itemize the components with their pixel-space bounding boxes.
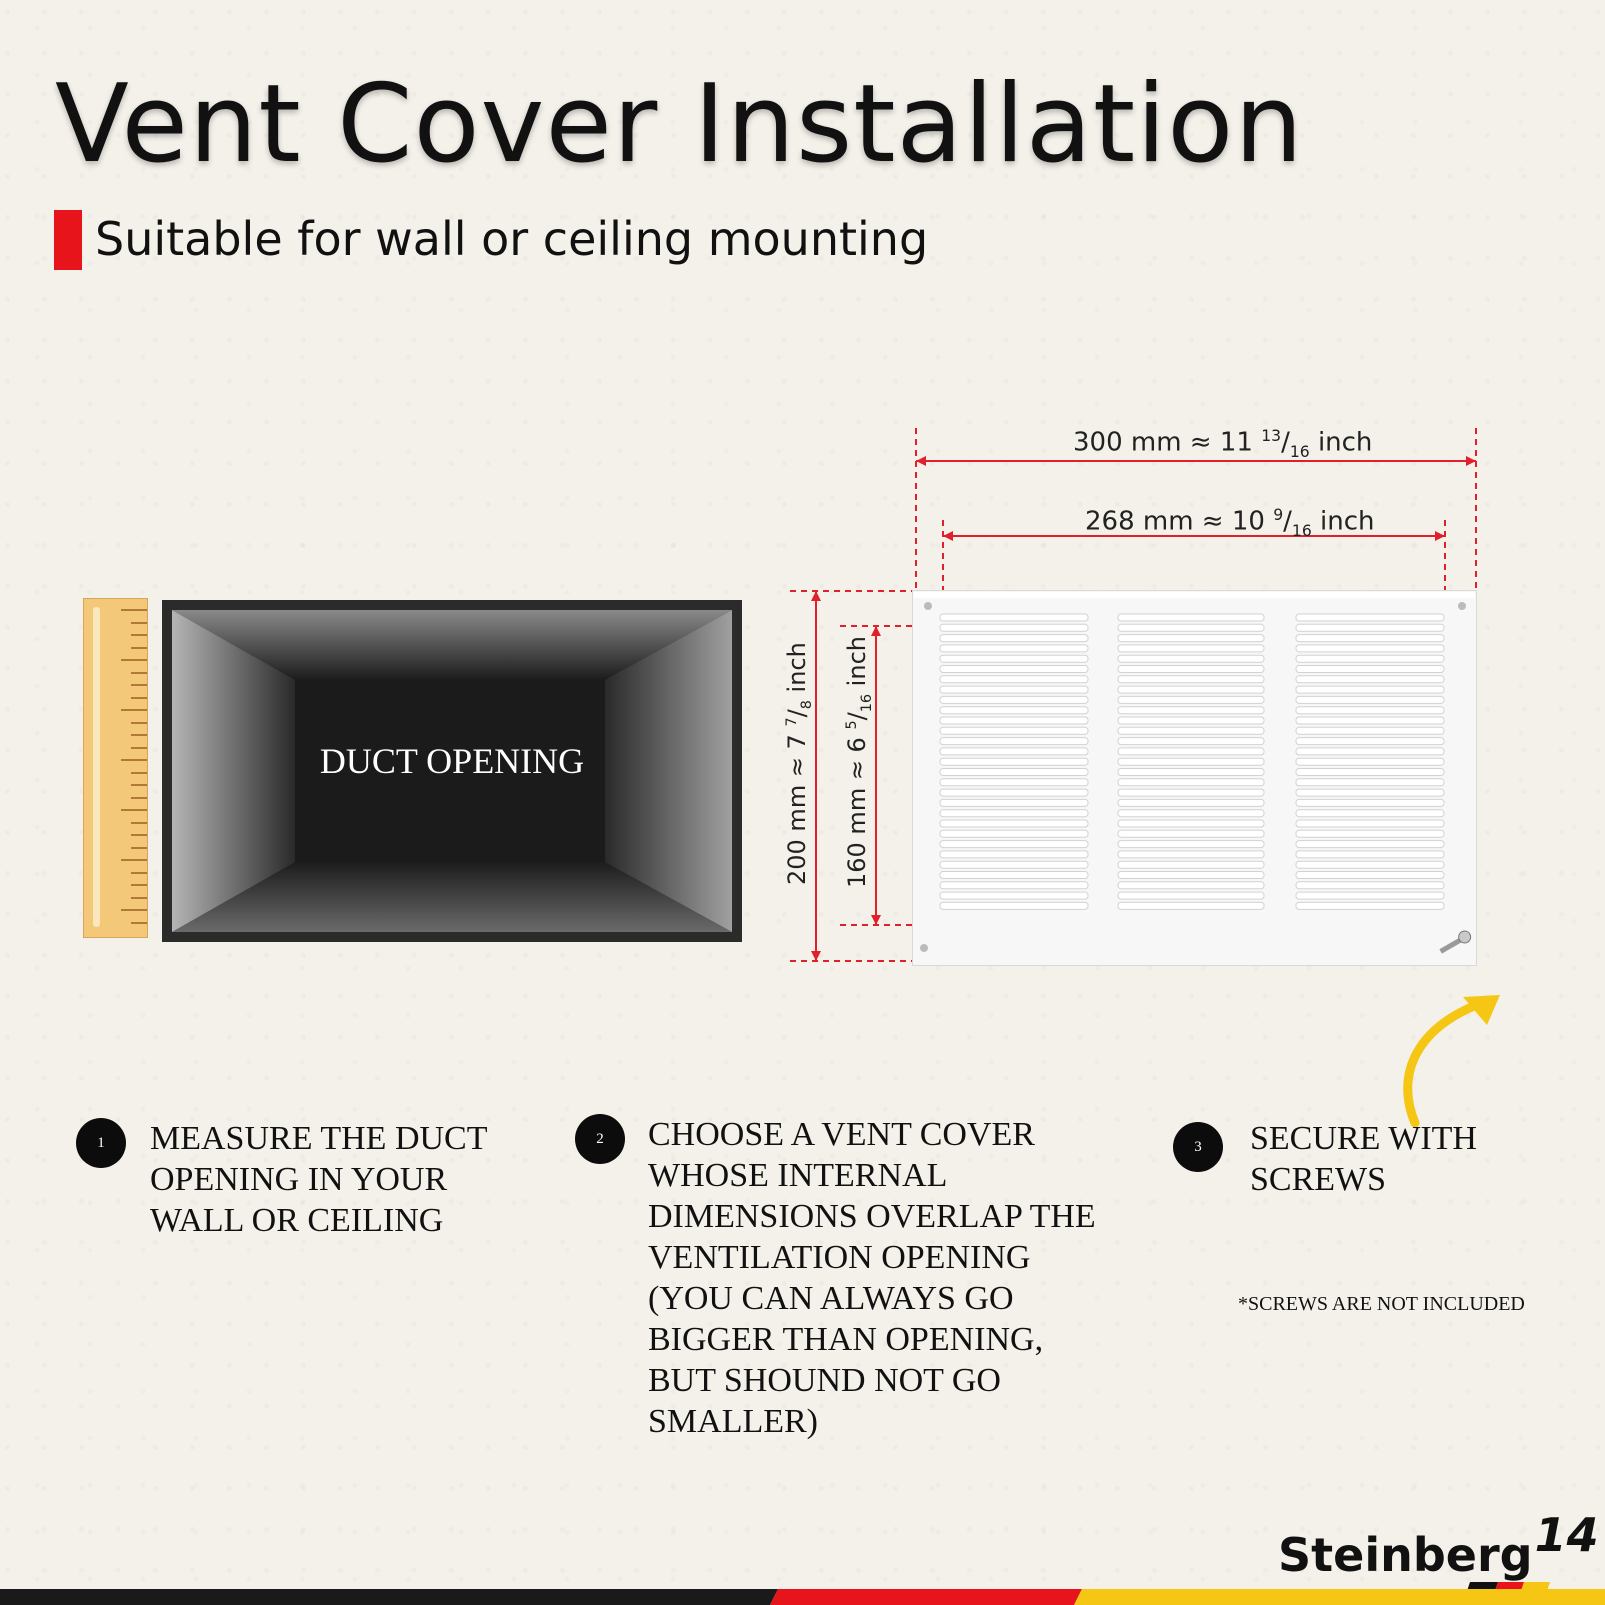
louver-slat bbox=[1296, 614, 1444, 621]
louver-slat bbox=[1118, 830, 1264, 837]
ruler-tick bbox=[131, 697, 147, 699]
louver-slat bbox=[1118, 707, 1264, 714]
louver-slat bbox=[1296, 789, 1444, 796]
louver-slat bbox=[1118, 872, 1264, 879]
louver-slat bbox=[940, 820, 1088, 827]
louver-slat bbox=[1296, 820, 1444, 827]
page-subtitle: Suitable for wall or ceiling mounting bbox=[95, 212, 929, 266]
ruler-tick bbox=[121, 809, 147, 811]
louver-slat bbox=[1296, 727, 1444, 734]
ruler-tick bbox=[121, 709, 147, 711]
louver-slat bbox=[1296, 882, 1444, 889]
outer-width-label: 300 mm ≈ 11 $^{13}/_{16}$ inch bbox=[1073, 427, 1373, 461]
ruler-tick bbox=[131, 672, 147, 674]
louver-slat bbox=[940, 769, 1088, 776]
louver-slat bbox=[1118, 861, 1264, 868]
step-number-2: 2 bbox=[575, 1114, 625, 1164]
ruler-tick bbox=[131, 884, 147, 886]
louver-slat bbox=[940, 851, 1088, 858]
louver-slat bbox=[1118, 686, 1264, 693]
ruler-tick bbox=[131, 772, 147, 774]
ruler-tick bbox=[131, 872, 147, 874]
louver-slat bbox=[1118, 758, 1264, 765]
ruler-tick bbox=[121, 859, 147, 861]
brand-logo bbox=[1278, 1508, 1599, 1582]
ruler-tick bbox=[131, 622, 147, 624]
louver-slat bbox=[940, 799, 1088, 806]
ruler-tick bbox=[131, 797, 147, 799]
louver-slat bbox=[940, 810, 1088, 817]
louver-slat bbox=[940, 707, 1088, 714]
louver-slat bbox=[940, 789, 1088, 796]
louver-slat bbox=[1118, 799, 1264, 806]
ruler-tick bbox=[131, 684, 147, 686]
screws-footnote: *SCREWS ARE NOT INCLUDED bbox=[1238, 1293, 1525, 1315]
louver-slat bbox=[1118, 882, 1264, 889]
louver-slat bbox=[1296, 872, 1444, 879]
louver-slat bbox=[1296, 666, 1444, 673]
step-1-text: MEASURE THE DUCT OPENING IN YOUR WALL OR CEILING bbox=[150, 1120, 487, 1239]
louver-slat bbox=[940, 696, 1088, 703]
louver-slat bbox=[1118, 676, 1264, 683]
louver-slat bbox=[1118, 738, 1264, 745]
brand-name: Steinberg bbox=[1278, 1528, 1533, 1582]
page-title: Vent Cover Installation bbox=[55, 62, 1304, 187]
louver-slat bbox=[940, 882, 1088, 889]
louver-slat bbox=[1296, 769, 1444, 776]
louver-slat bbox=[1118, 635, 1264, 642]
louver-slat bbox=[940, 676, 1088, 683]
louver-slat bbox=[940, 727, 1088, 734]
louver-slat bbox=[1118, 841, 1264, 848]
ruler-tick bbox=[131, 734, 147, 736]
louver-slat bbox=[1118, 769, 1264, 776]
inner-width-label: 268 mm ≈ 10 $^9/_{16}$ inch bbox=[1085, 506, 1375, 540]
ruler-tick bbox=[131, 922, 147, 924]
louver-slat bbox=[1296, 799, 1444, 806]
louver-slat bbox=[940, 830, 1088, 837]
vent-grille-icon bbox=[912, 590, 1477, 966]
louver-slat bbox=[940, 738, 1088, 745]
brand-number: 14 bbox=[1534, 1508, 1599, 1562]
louver-slat bbox=[1296, 686, 1444, 693]
louver-slat bbox=[1296, 779, 1444, 786]
step-number-3: 3 bbox=[1173, 1122, 1223, 1172]
louver-slat bbox=[1296, 738, 1444, 745]
louver-slat bbox=[940, 748, 1088, 755]
louver-slat bbox=[1118, 851, 1264, 858]
ruler-tick bbox=[131, 722, 147, 724]
louver-slat bbox=[1118, 655, 1264, 662]
louver-slat bbox=[1118, 789, 1264, 796]
louver-slat bbox=[1118, 614, 1264, 621]
ruler-tick bbox=[121, 759, 147, 761]
ruler-tick bbox=[131, 747, 147, 749]
ruler-tick bbox=[131, 897, 147, 899]
louver-slat bbox=[940, 614, 1088, 621]
louver-slat bbox=[1118, 696, 1264, 703]
curved-arrow-icon bbox=[1395, 995, 1505, 1130]
louver-slat bbox=[940, 635, 1088, 642]
louver-slat bbox=[940, 902, 1088, 909]
ruler-tick bbox=[131, 634, 147, 636]
louver-slat bbox=[1296, 892, 1444, 899]
louver-slat bbox=[940, 872, 1088, 879]
ruler-tick bbox=[121, 909, 147, 911]
footer-flag-stripe bbox=[0, 1589, 1605, 1605]
louver-slat bbox=[940, 655, 1088, 662]
ruler-tick bbox=[121, 659, 147, 661]
louver-slat bbox=[1296, 810, 1444, 817]
louver-slat bbox=[1118, 717, 1264, 724]
ruler-tick bbox=[131, 834, 147, 836]
louver-slat bbox=[1118, 727, 1264, 734]
louver-slat bbox=[1296, 861, 1444, 868]
louver-slat bbox=[1296, 655, 1444, 662]
louver-slat bbox=[940, 841, 1088, 848]
louver-slat bbox=[940, 861, 1088, 868]
louver-slat bbox=[1296, 696, 1444, 703]
louver-slat bbox=[1296, 676, 1444, 683]
louver-slat bbox=[940, 624, 1088, 631]
ruler-tick bbox=[131, 847, 147, 849]
inner-height-label: 160 mm ≈ 6 $^5/_{16}$ inch bbox=[843, 636, 875, 888]
louver-slat bbox=[940, 758, 1088, 765]
louver-slat bbox=[1296, 748, 1444, 755]
ruler-icon bbox=[83, 598, 148, 938]
step-2-text: CHOOSE A VENT COVER WHOSE INTERNAL DIMENSIONS OVERLAP THE VENTILATION OPENING (YOU CAN ALWAYS GO BIGGER THAN OPENING, BUT SHOUND NOT GO SMALLER) bbox=[648, 1116, 1096, 1440]
ruler-tick bbox=[131, 647, 147, 649]
subtitle-accent-bar bbox=[54, 210, 82, 270]
louver-slat bbox=[1118, 902, 1264, 909]
louver-slat bbox=[1118, 624, 1264, 631]
louver-slat bbox=[1296, 645, 1444, 652]
louver-slat bbox=[1118, 779, 1264, 786]
louver-slat bbox=[1296, 830, 1444, 837]
louver-slat bbox=[1118, 645, 1264, 652]
louver-slat bbox=[1296, 717, 1444, 724]
louver-slat bbox=[1296, 841, 1444, 848]
louver-slat bbox=[940, 892, 1088, 899]
louver-slat bbox=[940, 717, 1088, 724]
step-3-text: SECURE WITH SCREWS bbox=[1250, 1120, 1477, 1198]
louver-slat bbox=[1296, 635, 1444, 642]
outer-height-label: 200 mm ≈ 7 $^7/_8$ inch bbox=[783, 642, 815, 885]
louver-slat bbox=[1118, 810, 1264, 817]
louver-slat bbox=[1118, 666, 1264, 673]
louver-slat bbox=[1118, 820, 1264, 827]
ruler-tick bbox=[131, 784, 147, 786]
louver-slat bbox=[1118, 748, 1264, 755]
louver-slat bbox=[1296, 707, 1444, 714]
ruler-tick bbox=[131, 822, 147, 824]
louver-slat bbox=[1296, 902, 1444, 909]
duct-opening-label: DUCT OPENING bbox=[319, 741, 585, 781]
louver-slat bbox=[940, 686, 1088, 693]
louver-slat bbox=[940, 666, 1088, 673]
louver-slat bbox=[940, 645, 1088, 652]
louver-slat bbox=[1296, 758, 1444, 765]
louver-slat bbox=[1118, 892, 1264, 899]
ruler-tick bbox=[121, 609, 147, 611]
louver-slat bbox=[1296, 851, 1444, 858]
step-number-1: 1 bbox=[76, 1118, 126, 1168]
louver-slat bbox=[1296, 624, 1444, 631]
louver-slat bbox=[940, 779, 1088, 786]
